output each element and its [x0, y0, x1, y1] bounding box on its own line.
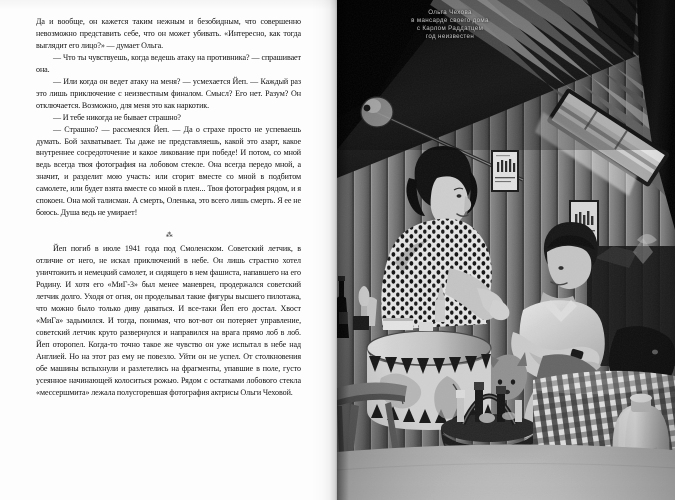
caption-line: с Карлом Раддатцем [416, 25, 484, 33]
paragraph: — Или когда он ведет атаку на меня? — усмехается Йеп. — Каждый раз это лишь приключение с неизвестным финалом. Смысл? Его нет. Разум? Он отключается. Возможно, для меня это как наркотик. [36, 76, 301, 110]
section-ornament [36, 229, 301, 241]
olga-chekhova-attic-photograph [337, 0, 675, 500]
paragraph: — Что ты чувствуешь, когда ведешь атаку на противника? — спрашивает она. [36, 52, 301, 74]
paragraph: — Страшно? — рассмеялся Йеп. — Да о страхе просто не успеваешь думать. Бой захватывает. Ты даже не представляешь, какой это азарт, какое внутреннее сосредоточение и какое ликование при победе! И потом, со мной ведь всегда твоя фотография на лобовом стекле. Она всегда передо мной, а значит, и разделит мою участь: или сгорит вместе со мной в подбитом самолете, или будет взята вместе со мной в плен... Твоя фотография рядом, и я спокоен. Она мой талисман. А смерть, Оленька, это всего лишь смерть. Я ее не боюсь. Душа ведь не умирает! [36, 124, 301, 218]
right-photo-page [337, 0, 675, 500]
caption-line: год неизвестен [425, 33, 475, 41]
caption-line: Ольга Чехова [428, 9, 472, 16]
caption-line: в мансарде своего дома [411, 17, 489, 25]
left-text-page [0, 0, 337, 500]
body-text-column [36, 16, 301, 399]
paragraph: Да и вообще, он кажется таким нежным и безобидным, что совершенно невозможно представить себе, что он может убивать. «Интересно, как тогда выглядит его лицо?» — думает Ольга. [36, 17, 301, 50]
paragraph: — И тебе никогда не бывает страшно? [53, 112, 181, 122]
paragraph: Йеп погиб в июле 1941 года под Смоленском. Советский летчик, в отличие от него, не искал приключений в небе. Он лишь страстно хотел уничтожить и немецкий самолет, и сидящего в нем фашиста, напавшего на его Родину. И хотя его «МиГ-3» был менее маневрен, продержался советский летчик долго. Уходя от огня, он проделывал такие фигуры высшего пилотажа, что можно было только диву даваться. И все-таки Йеп его достал. Хвост «МиГа» задымился. И тогда, понимая, что вот-вот он потеряет управление, советский летчик круто развернулся и направился на врага прямо лоб в лоб. Йеп оторопел. Когда-то точно такое же чувство он уже испытал в небе над Англией. Но на этот раз ему не повезло. Уйти он не успел. От столкновения обе машины вспыхнули и разлетелись на фрагменты, упавшие в поле, густо усеянное начинающей колоситься рожью. Рядом с остатками лобового стекла «мессершмита» лежала полусгоревшая фотография актрисы Ольги Чеховой. [36, 244, 301, 397]
asterism-icon: ⁂ [165, 231, 174, 239]
